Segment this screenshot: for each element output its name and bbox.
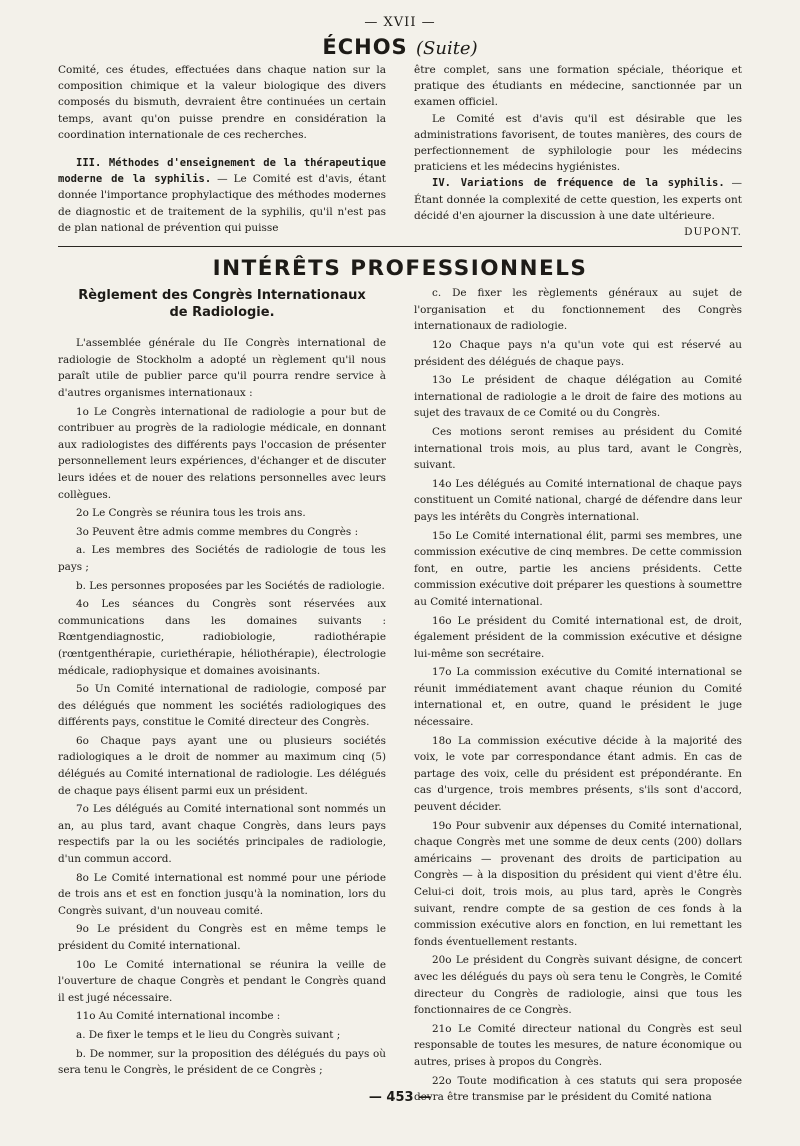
author-signature: DUPONT. (684, 226, 742, 239)
echos-heading (58, 32, 742, 62)
journal-page (58, 14, 742, 1134)
article-paragraph: 3o Peuvent être admis comme membres du Congrès : (76, 525, 359, 538)
article-paragraph: 1o Le Congrès international de radiologie a pour but de contribuer au progrès de la radiologie médicale, en donnant aux radiologistes des différents pays l'occasion de présenter personnellement leurs expériences, d'échanger et de discuter leurs idées et de nouer des relations personnelles avec leurs collègues. (58, 405, 386, 501)
article-paragraph: 6o Chaque pays ayant une ou plusieurs sociétés radiologiques a le droit de nommer au maximum cinq (5) délégués au Comité international de radiologie. Les délégués de chaque pays élisent parmi eux un président. (58, 734, 386, 797)
section-heading: IV. Variations de fréquence de la syphilis. (432, 177, 725, 190)
professional-left-column (58, 285, 386, 1106)
article-paragraph: L'assemblée générale du IIe Congrès international de radiologie de Stockholm a adopté un règlement qu'il nous paraît utile de publier parce qu'il pourra rendre service à d'autres organismes internationaux : (58, 337, 386, 400)
article-paragraph: 22o Toute modification à ces statuts qui sera proposée devra être transmise par le président du Comité nationa (414, 1074, 742, 1104)
article-paragraph: 10o Le Comité international se réunira la veille de l'ouverture de chaque Congrès et pendant le Congrès quand il est jugé nécessaire. (58, 958, 386, 1004)
echos-paragraph: IV. Variations de fréquence de la syphilis. — Étant donnée la complexité de cette question, les experts ont décidé d'en ajourner la discussion à une date ultérieure. (414, 177, 743, 222)
article-paragraph: b. Les personnes proposées par les Sociétés de radiologie. (76, 579, 385, 592)
article-paragraph: 9o Le président du Congrès est en même temps le président du Comité international. (58, 923, 386, 953)
article-paragraph: a. Les membres des Sociétés de radiologie de tous les pays ; (58, 544, 386, 573)
article-paragraph: 2o Le Congrès se réunira tous les trois ans. (76, 507, 306, 520)
article-paragraph: b. De nommer, sur la proposition des délégués du pays où sera tenu le Congrès, le président de ce Congrès ; (58, 1047, 386, 1077)
article-paragraph: Ces motions seront remises au président du Comité international trois mois, au plus tard, avant le Congrès, suivant. (414, 425, 742, 472)
article-paragraph: c. De fixer les règlements généraux au sujet de l'organisation et du fonctionnement des Congrès internationaux de radiologie. (414, 287, 742, 333)
echos-paragraph: Le Comité est d'avis qu'il est désirable que les administrations favorisent, de toutes manières, des cours de perfectionnement de syphilologie pour les médecins praticiens et les médecins hygiénistes. (414, 112, 742, 174)
article-paragraph: 18o La commission exécutive décide à la majorité des voix, le vote par correspondance étant admis. En cas de partage des voix, celle du président est prépondérante. En cas d'urgence, trois membres présents, s'ils sont d'accord, peuvent décider. (414, 734, 742, 814)
page-number: — 453 — (368, 1090, 432, 1105)
echos-right-column (414, 62, 742, 240)
article-paragraph: 12o Chaque pays n'a qu'un vote qui est réservé au président des délégués de chaque pays. (414, 339, 742, 368)
article-title: Règlement des Congrès Internationaux de Radiologie. (78, 288, 366, 321)
professional-right-column (414, 285, 742, 1106)
article-paragraph: 14o Les délégués au Comité international de chaque pays constituent un Comité national, chargé de défendre dans leur pays les intérêts du Congrès international. (414, 477, 742, 523)
echos-paragraph: Comité, ces études, effectuées dans chaque nation sur la composition chimique et la valeur biologique des divers composés du bismuth, devraient être continuées un certain temps, avant qu'on puisse prendre en considération la coordination internationale de ces recherches. (58, 64, 386, 141)
article-paragraph: 5o Un Comité international de radiologie, composé par des délégués que nomment les sociétés radiologiques des différents pays, constitue le Comité directeur des Congrès. (58, 683, 386, 729)
echos-columns (58, 62, 742, 240)
article-paragraph: 21o Le Comité directeur national du Congrès est seul responsable de toutes les mesures, de nature économique ou autres, prises à propos du Congrès. (414, 1022, 742, 1068)
article-paragraph: 8o Le Comité international est nommé pour une période de trois ans et est en fonction jusqu'à la nomination, lors du Congrès suivant, d'un nouveau comité. (58, 871, 386, 917)
section-title: INTÉRÊTS PROFESSIONNELS (212, 256, 588, 282)
signature-line (414, 224, 742, 240)
echos-left-column (58, 62, 386, 240)
article-paragraph: 20o Le président du Congrès suivant désigne, de concert avec les délégués du pays où sera tenu le Congrès, le Comité directeur du Congrès de radiologie, ainsi que tous les fonctionnaires de ce Congrès. (414, 954, 742, 1017)
section-heading: III. Méthodes d'enseignement de la thérapeutique moderne de la syphilis. (58, 157, 386, 186)
article-paragraph: 7o Les délégués au Comité international sont nommés un an, au plus tard, avant chaque Congrès, dans leurs pays respectifs par la ou les sociétés principales de radiologie, d'un commun accord. (58, 803, 386, 866)
echos-suffix: (Suite) (416, 38, 478, 59)
article-paragraph: 4o Les séances du Congrès sont réservées aux communications dans les domaines suivants : Rœntgendiagnostic, radiobiologie, radiothérapie (rœntgenthérapie, curiethérapie, héliothérapie), électrologie médicale, radiophysique et domaines avoisinants. (58, 598, 386, 677)
echos-title: ÉCHOS (322, 35, 408, 59)
article-paragraph: 11o Au Comité international incombe : (76, 1010, 281, 1023)
article-paragraph: 13o Le président de chaque délégation au Comité international de radiologie a le droit de faire des motions au sujet des travaux de ce Comité ou du Congrès. (414, 374, 742, 420)
article-paragraph: 15o Le Comité international élit, parmi ses membres, une commission exécutive de cinq membres. De cette commission font, en outre, partie les anciens présidents. Cette commission exécutive doit préparer les questions à soumettre au Comité international. (414, 529, 742, 608)
article-paragraph: 19o Pour subvenir aux dépenses du Comité international, chaque Congrès met une somme de deux cents (200) dollars américains — provenant des droits de participation au Congrès — à la disposition du président qui vient d'être élu. Celui-ci doit, trois mois, au plus tard, après le Congrès suivant, rendre compte de sa gestion de ces fonds à la commission exécutive alors en fonction, en lui remettant les fonds éventuellement restants. (414, 819, 742, 948)
article-paragraph: 17o La commission exécutive du Comité international se réunit immédiatement avant chaque réunion du Comité international et, en outre, quand le président le juge nécessaire. (414, 666, 742, 729)
article-paragraph: a. De fixer le temps et le lieu du Congrès suivant ; (76, 1028, 341, 1041)
article-paragraph: 16o Le président du Comité international est, de droit, également président de la commission exécutive et désigne lui-même son secrétaire. (414, 614, 742, 660)
echos-paragraph: III. Méthodes d'enseignement de la thérapeutique moderne de la syphilis. — Le Comité est d'avis, étant donnée l'importance prophylactique des méthodes modernes de diagnostic et de traitement de la syphilis, qu'il n'est pas de plan national de prévention qui puisse (58, 157, 386, 234)
echos-paragraph: être complet, sans une formation spéciale, théorique et pratique des étudiants en médecine, sanctionnée par un examen officiel. (414, 64, 742, 109)
professional-columns (58, 285, 742, 1106)
section-divider (58, 246, 742, 247)
roman-page-number: — XVII — (364, 15, 436, 30)
